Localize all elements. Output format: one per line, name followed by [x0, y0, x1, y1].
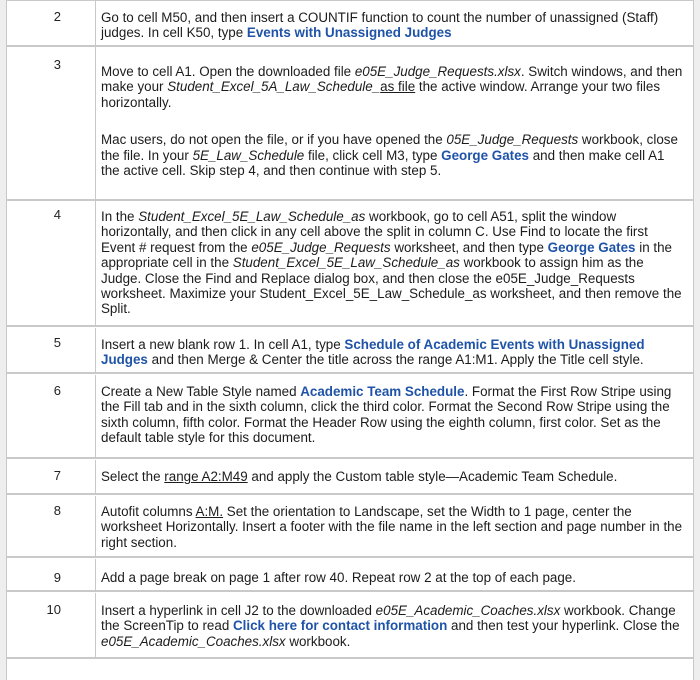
- highlighted-text: Academic Team Schedule: [300, 384, 465, 399]
- italic-text: 05E_Judge_Requests: [446, 132, 579, 148]
- text-segment: Autofit columns: [101, 504, 196, 519]
- step-row-10: [7, 593, 693, 659]
- step-row-9: [7, 559, 693, 592]
- step-number-cell: [7, 496, 96, 556]
- text-segment: and then test your hyperlink. Close the: [447, 618, 680, 634]
- step-paragraph: [101, 469, 685, 484]
- step-number: 10: [46, 602, 61, 617]
- step-paragraph: [101, 10, 685, 41]
- step-paragraph: [101, 64, 685, 110]
- step-number-cell: [7, 201, 96, 325]
- text-segment: workbook. Change the ScreenTip to read: [101, 603, 676, 634]
- highlighted-text: Schedule of Academic Events with Unassigned Judges: [101, 337, 645, 368]
- step-row-3: [7, 47, 693, 201]
- step-number: 7: [53, 468, 61, 483]
- italic-text: Student_Excel_5E_Law_Schedule_as: [138, 209, 366, 224]
- underlined-text: range A2:M49: [164, 469, 248, 484]
- text-segment: Move to cell A1. Open the downloaded file: [101, 64, 355, 79]
- text-segment: Insert a new blank row 1. In cell A1, type: [101, 337, 345, 352]
- text-segment: workbook to assign him as the Judge. Close the Find and Replace dialog box, and then close the e05E_Judge_Requests worksheet. Maximize your Student_Excel_5E_Law_Schedule_as worksheet, and then remove the Split.: [101, 255, 682, 317]
- italic-text: Student_Excel_5E_Law_Schedule_as: [232, 255, 460, 271]
- step-paragraph: [101, 337, 685, 368]
- step-row-2: [7, 0, 693, 47]
- step-text: [101, 504, 685, 550]
- step-row-7: [7, 460, 693, 495]
- text-segment: file, click cell M3, type: [304, 147, 442, 163]
- step-paragraph-mac: [101, 132, 685, 178]
- step-text: [101, 469, 685, 484]
- step-paragraph: [101, 603, 685, 649]
- step-number-cell: [7, 375, 96, 457]
- step-number-cell: [7, 1, 96, 45]
- step-paragraph: [101, 504, 685, 550]
- text-segment: . Format the First Row Stripe using the Fill tab and in the sixth column, click the third color. Format the Second Row Stripe using the sixth column, fifth color. Format the Header Row using the eighth column, first color. Set as the default table style for this document.: [101, 384, 672, 446]
- text-segment: Select the: [101, 469, 165, 484]
- text-segment: and then make cell A1 the active cell. Skip step 4, and then continue with step 5.: [101, 147, 665, 179]
- step-paragraph: [101, 209, 685, 317]
- text-segment: the active window. Arrange your two files horizontally.: [101, 79, 661, 110]
- underlined-text: A:M.: [195, 504, 224, 519]
- text-segment: workbook, close the file. In your: [101, 132, 678, 163]
- step-number-cell: [7, 328, 96, 372]
- step-row-6: [7, 375, 693, 459]
- italic-text: e05E_Academic_Coaches.xlsx: [101, 633, 286, 649]
- step-number-cell: [7, 47, 96, 199]
- step-number: 9: [53, 570, 61, 585]
- step-number: 5: [53, 335, 61, 350]
- instructions-table: [6, 0, 694, 680]
- italic-text: e05E_Judge_Requests: [251, 239, 391, 255]
- italic-text: 5E_Law_Schedule: [192, 147, 305, 163]
- step-number-cell: [7, 460, 96, 493]
- underlined-text: as file: [380, 79, 416, 95]
- text-segment: Mac users, do not open the file, or if you have opened the: [101, 132, 447, 148]
- step-paragraph: [101, 384, 685, 446]
- text-segment: in the appropriate cell in the: [101, 239, 672, 271]
- step-number-cell: [7, 593, 96, 657]
- step-text: [101, 570, 685, 585]
- text-segment: Insert a hyperlink in cell J2 to the downloaded: [101, 603, 376, 618]
- italic-text: Student_Excel_5A_Law_Schedule_: [167, 79, 381, 95]
- highlighted-text: Events with Unassigned Judges: [246, 25, 452, 41]
- step-text: [101, 384, 685, 446]
- text-segment: Go to cell M50, and then insert a COUNTIF function to count the number of unassigned (Staff) judges. In cell K50, type: [101, 10, 659, 41]
- text-segment: Create a New Table Style named: [101, 384, 301, 399]
- step-number: 4: [53, 207, 61, 222]
- text-segment: worksheet, and then type: [390, 239, 548, 255]
- step-paragraph: [101, 570, 685, 585]
- highlighted-text: Click here for contact information: [233, 618, 448, 634]
- step-number: 3: [53, 57, 61, 72]
- step-text: [101, 603, 685, 649]
- step-number: 8: [53, 503, 61, 518]
- step-row-4: [7, 201, 693, 327]
- step-text: [101, 64, 685, 178]
- text-segment: Add a page break on page 1 after row 40. Repeat row 2 at the top of each page.: [101, 570, 576, 585]
- step-text: [101, 337, 685, 368]
- highlighted-text: George Gates: [547, 239, 636, 255]
- step-row-8: [7, 496, 693, 558]
- highlighted-text: George Gates: [441, 147, 529, 163]
- step-text: [101, 10, 685, 41]
- step-number: 2: [53, 9, 61, 24]
- step-number: 6: [53, 383, 61, 398]
- step-row-5: [7, 328, 693, 374]
- text-segment: workbook.: [285, 633, 351, 649]
- text-segment: In the: [101, 209, 139, 224]
- text-segment: and apply the Custom table style—Academic Team Schedule.: [247, 469, 618, 484]
- text-segment: and then Merge & Center the title across the range A1:M1. Apply the Title cell style.: [147, 352, 644, 368]
- step-text: [101, 209, 685, 317]
- italic-text: e05E_Academic_Coaches.xlsx: [375, 603, 561, 618]
- italic-text: e05E_Judge_Requests.xlsx: [354, 64, 521, 79]
- text-segment: . Switch windows, and then make your: [101, 64, 683, 95]
- text-segment: Set the orientation to Landscape, set the Width to 1 page, center the worksheet Horizontally. Insert a footer with the file name in the left section and page number in the right section.: [101, 504, 683, 550]
- step-number-cell: [7, 559, 96, 590]
- text-segment: workbook, go to cell A51, split the window horizontally, and then click in any cell above the split in column C. Use Find to locate the first Event # request from the: [101, 209, 648, 255]
